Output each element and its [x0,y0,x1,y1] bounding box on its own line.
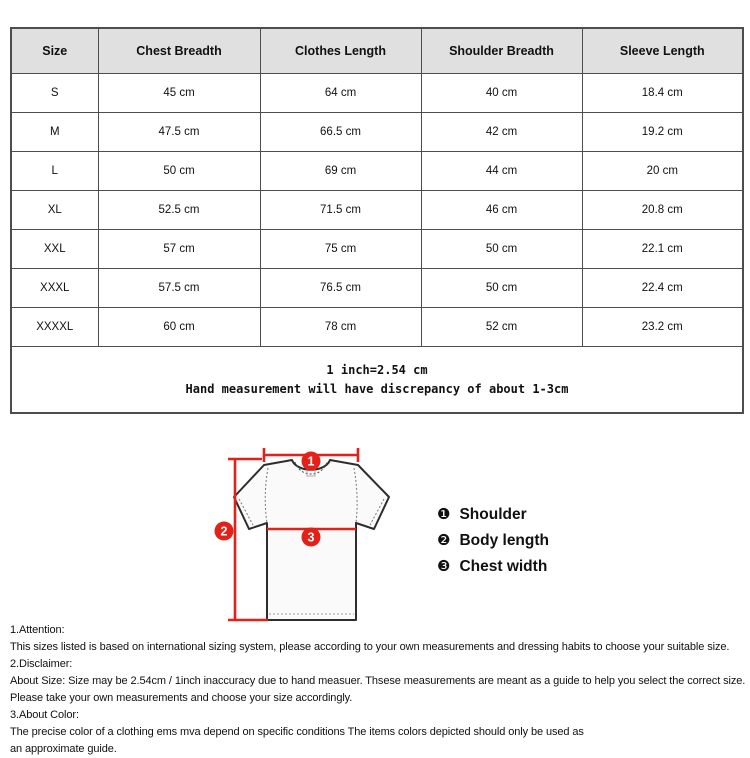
shoulder-cell: 42 cm [421,113,582,152]
length-cell: 76.5 cm [260,269,421,308]
section-body-line: About Size: Size may be 2.54cm / 1inch inaccuracy due to hand measuer. Thsese measurements are meant as a guide to help you select the correct size. [10,675,746,687]
chest-cell: 45 cm [98,74,260,113]
circled-2-icon: ❷ [437,531,451,549]
sleeve-cell: 22.1 cm [582,230,743,269]
sleeve-cell: 22.4 cm [582,269,743,308]
length-cell: 75 cm [260,230,421,269]
chest-cell: 50 cm [98,152,260,191]
size-cell: S [11,74,98,113]
length-cell: 64 cm [260,74,421,113]
circled-3-icon: ❸ [437,557,451,575]
table-row [11,152,743,191]
shoulder-cell: 50 cm [421,269,582,308]
table-row [11,308,743,347]
sleeve-cell: 18.4 cm [582,74,743,113]
col-header-size: Size [11,28,98,74]
note-line-1: 1 inch=2.54 cm [326,362,428,377]
section-body-line: This sizes listed is based on international sizing system, please according to your own measurements and dressing habits to choose your suitable size. [10,641,730,653]
section-heading: 1.Attention: [10,624,65,636]
shoulder-cell: 40 cm [421,74,582,113]
legend-label: Shoulder [459,506,527,523]
tshirt-measurement-diagram [200,440,440,630]
table-row [11,230,743,269]
table-row [11,113,743,152]
legend-item-shoulder [437,501,549,527]
size-cell: M [11,113,98,152]
col-header-sleeve: Sleeve Length [582,28,743,74]
sleeve-cell: 20 cm [582,152,743,191]
chest-cell: 52.5 cm [98,191,260,230]
legend-item-body-length [437,527,549,553]
length-cell: 69 cm [260,152,421,191]
col-header-shoulder: Shoulder Breadth [421,28,582,74]
about-color-section [10,707,748,758]
badge-1-number: 1 [307,454,315,469]
disclaimer-section [10,656,748,707]
section-body-line: The precise color of a clothing ems mva depend on specific conditions The items colors depicted should only be used as [10,726,584,738]
length-cell: 71.5 cm [260,191,421,230]
col-header-length: Clothes Length [260,28,421,74]
measurement-note [11,347,743,414]
badge-2-number: 2 [220,524,228,539]
table-row [11,74,743,113]
size-cell: XXL [11,230,98,269]
chest-cell: 60 cm [98,308,260,347]
section-body-line: Please take your own measurements and choose your size accordingly. [10,692,353,704]
notes-block [10,622,748,758]
chest-cell: 57.5 cm [98,269,260,308]
col-header-chest: Chest Breadth [98,28,260,74]
note-line-2: Hand measurement will have discrepancy of about 1-3cm [185,381,569,396]
legend-label: Body length [459,532,550,549]
shoulder-cell: 50 cm [421,230,582,269]
chest-cell: 47.5 cm [98,113,260,152]
table-row [11,191,743,230]
circled-1-icon: ❶ [437,505,451,523]
length-cell: 66.5 cm [260,113,421,152]
badge-3-number: 3 [307,530,315,545]
legend-label: Chest width [459,558,548,575]
shoulder-cell: 46 cm [421,191,582,230]
section-heading: 2.Disclaimer: [10,658,73,670]
section-heading: 3.About Color: [10,709,79,721]
shoulder-cell: 44 cm [421,152,582,191]
table-row [11,269,743,308]
section-body-line: an approximate guide. [10,743,117,755]
sleeve-cell: 19.2 cm [582,113,743,152]
size-cell: XXXL [11,269,98,308]
diagram-legend [437,501,549,579]
chest-cell: 57 cm [98,230,260,269]
size-cell: XXXXL [11,308,98,347]
length-cell: 78 cm [260,308,421,347]
sleeve-cell: 20.8 cm [582,191,743,230]
size-cell: L [11,152,98,191]
sleeve-cell: 23.2 cm [582,308,743,347]
size-chart-table [10,27,744,414]
attention-section [10,622,748,656]
size-cell: XL [11,191,98,230]
table-note-row [11,347,743,414]
table-header-row [11,28,743,74]
legend-item-chest-width [437,553,549,579]
shoulder-cell: 52 cm [421,308,582,347]
